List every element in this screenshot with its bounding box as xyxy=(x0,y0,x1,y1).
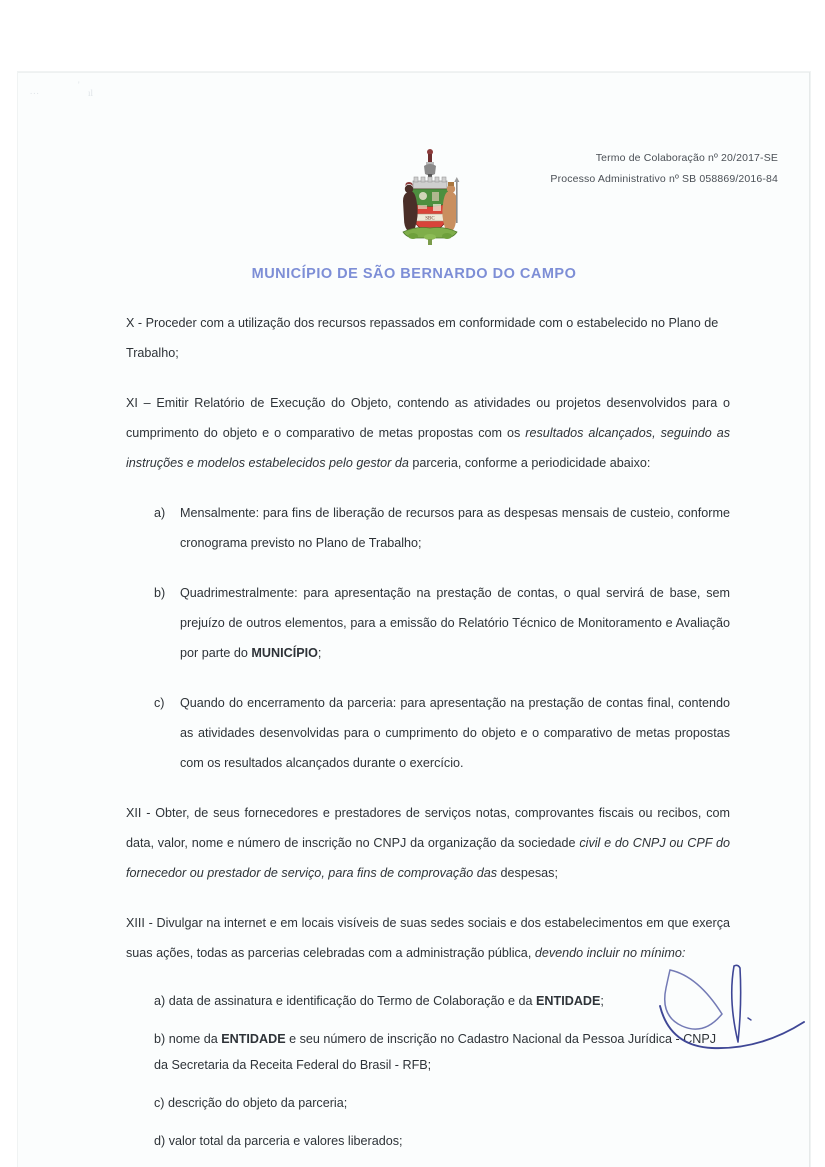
item-text-b-after: ; xyxy=(317,646,322,660)
clause-xiii-sub-list xyxy=(126,988,730,1154)
clause-xii-marker: XII - xyxy=(126,806,156,820)
scan-artifact-3: ıl xyxy=(88,88,94,98)
list-item xyxy=(154,988,730,1014)
coat-of-arms-icon xyxy=(395,148,465,246)
clause-x-text: Proceder com a utilização dos recursos repassados em conformidade com o estabelecido no Plano de Trabalho; xyxy=(126,316,719,360)
header-reference-block xyxy=(488,148,778,190)
document-body xyxy=(126,308,730,1154)
clause-xiii-text-roman: Divulgar na internet e em locais visíveis de suas sedes sociais e dos estabelecimentos em que exerça suas ações, todas as parcerias celebradas com a administração pública, xyxy=(126,916,730,960)
list-item xyxy=(154,498,730,558)
list-item xyxy=(154,1090,730,1116)
clause-xii-text-roman: Obter, de seus fornecedores e prestadores de serviços notas, comprovantes fiscais ou recibos, com data, valor, nome e número de inscrição no CNPJ da organização da sociedade xyxy=(126,806,731,850)
item-text-c: Quando do encerramento da parceria: para apresentação na prestação de contas final, contendo as atividades desenvolvidas para o cumprimento do objeto e o comparativo de metas propostas com os resultados alcançados durante o exercício. xyxy=(180,696,730,770)
svg-text:SBC: SBC xyxy=(425,216,435,222)
page-title: MUNICÍPIO DE SÃO BERNARDO DO CAMPO xyxy=(251,266,577,282)
clause-xii-text-tail: despesas; xyxy=(500,866,558,880)
clause-xiii-marker: XIII - xyxy=(126,916,157,930)
xiii-item-b-after: e seu número de inscrição no Cadastro Nacional da Pessoa Jurídica - CNPJ da Secretaria da Receita Federal do Brasil - RFB; xyxy=(154,1032,717,1072)
list-item xyxy=(154,1026,730,1078)
item-text-a: Mensalmente: para fins de liberação de recursos para as despesas mensais de custeio, conforme cronograma previsto no Plano de Trabalho; xyxy=(180,506,730,550)
xiii-item-b-bold: ENTIDADE xyxy=(221,1032,286,1046)
item-marker-b: b) xyxy=(154,586,166,600)
scan-artifact-1: ... xyxy=(30,86,40,96)
clause-xi-text-italic: resultados alcançados, seguindo as instruções e modelos estabelecidos pelo gestor da xyxy=(126,426,731,470)
page-top-edge xyxy=(18,72,810,73)
clause-xi-text-roman: Emitir Relatório de Execução do Objeto, contendo as atividades ou projetos desenvolvidos para o cumprimento do objeto e o comparativo de metas propostas com os xyxy=(126,396,730,440)
item-text-b-before: Quadrimestralmente: para apresentação na prestação de contas, o qual servirá de base, sem prejuízo de outros elementos, para a emissão do Relatório Técnico de Monitoramento e Avaliação por parte do xyxy=(180,586,730,660)
item-marker-c: c) xyxy=(154,696,165,710)
item-marker-a: a) xyxy=(154,506,166,520)
xiii-item-d: d) valor total da parceria e valores liberados; xyxy=(154,1134,403,1148)
xiii-item-a-before: a) data de assinatura e identificação do Termo de Colaboração e da xyxy=(154,994,537,1008)
termo-colaboracao-line: Termo de Colaboração nº 20/2017-SE xyxy=(595,152,778,164)
list-item xyxy=(154,578,730,668)
clause-xiii-text-italic: devendo incluir no mínimo: xyxy=(534,946,686,960)
list-item xyxy=(154,688,730,778)
clause-x-marker: X - xyxy=(126,316,146,330)
processo-administrativo-line: Processo Administrativo nº SB 058869/2016-84 xyxy=(550,173,778,185)
clause-xi-marker: XI – xyxy=(126,396,157,410)
document-header xyxy=(18,140,810,250)
item-text-b-bold: MUNICÍPIO xyxy=(251,646,318,660)
clause-xii xyxy=(126,798,730,888)
clause-xi-sub-list xyxy=(126,498,730,778)
clause-xi-text-tail: parceria, conforme a periodicidade abaixo: xyxy=(412,456,651,470)
clause-x xyxy=(126,308,730,368)
list-item xyxy=(154,1128,730,1154)
clause-xi xyxy=(126,388,730,478)
xiii-item-c: c) descrição do objeto da parceria; xyxy=(154,1096,348,1110)
clause-xii-text-italic: civil e do CNPJ ou CPF do fornecedor ou prestador de serviço, para fins de comprovação das xyxy=(126,836,730,880)
clause-xiii xyxy=(126,908,730,968)
xiii-item-b-before: b) nome da xyxy=(154,1032,222,1046)
scan-artifact-2: ' xyxy=(78,80,80,90)
xiii-item-a-bold: ENTIDADE xyxy=(536,994,601,1008)
xiii-item-a-after: ; xyxy=(600,994,604,1008)
